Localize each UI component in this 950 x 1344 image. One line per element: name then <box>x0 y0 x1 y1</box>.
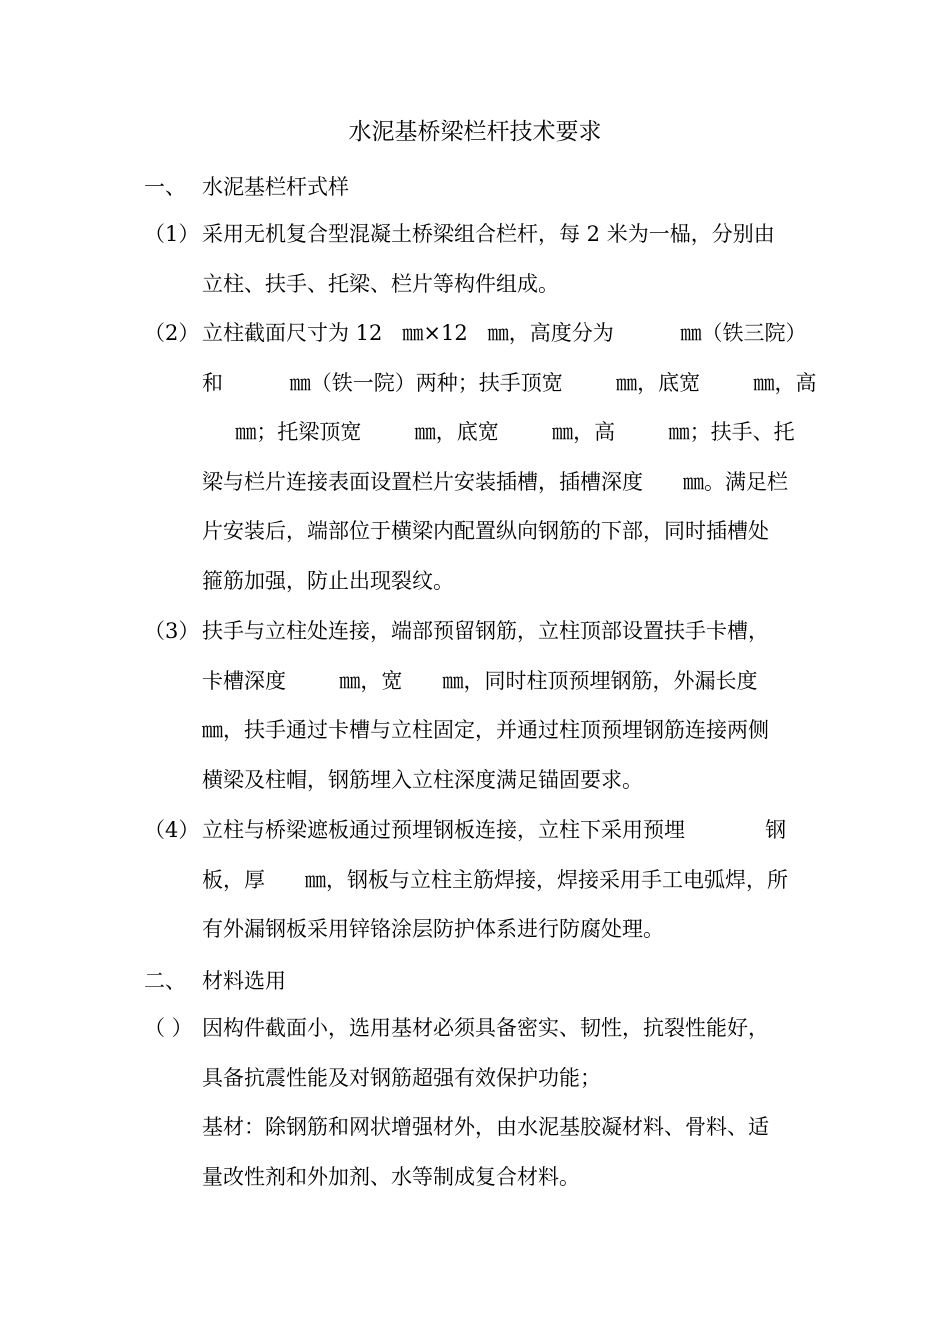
item-label: （3） <box>144 619 200 643</box>
section-heading-2 <box>144 966 286 996</box>
text-line: 横梁及柱帽，钢筋埋入立柱深度满足锚固要求。 <box>202 767 643 792</box>
text-line: ㎜；托梁顶宽 ㎜，底宽 ㎜，高 ㎜；扶手、托 <box>202 420 795 444</box>
text-line <box>144 607 810 657</box>
item-label: （2） <box>144 321 200 345</box>
section-title: 材料选用 <box>202 969 286 993</box>
item-label: （4） <box>144 818 200 842</box>
text-line: 箍筋加强，防止出现裂纹。 <box>202 568 454 593</box>
text-line: 片安装后，端部位于横梁内配置纵向钢筋的下部，同时插槽处 <box>202 519 769 543</box>
line-text: 采用无机复合型混凝土桥梁组合栏杆，每 2 米为一榀，分别由 <box>202 222 775 246</box>
line-text: 立柱与桥梁遮板通过预埋钢板连接，立柱下采用预埋 钢 <box>202 818 787 842</box>
item-label: （ ） <box>144 1016 193 1040</box>
section-heading-1 <box>144 172 349 202</box>
section-title: 水泥基栏杆式样 <box>202 175 349 199</box>
paragraph-item-2 <box>144 309 817 606</box>
text-line: 有外漏钢板采用锌铬涂层防护体系进行防腐处理。 <box>202 917 664 941</box>
section-number: 一、 <box>144 175 186 199</box>
text-line: 梁与栏片连接表面设置栏片安装插槽，插槽深度 ㎜。满足栏 <box>202 469 789 494</box>
paragraph-item-1 <box>144 210 810 309</box>
page-title: 水泥基桥梁栏杆技术要求 <box>348 119 602 145</box>
section-number: 二、 <box>144 969 186 993</box>
text-line: 量改性剂和外加剂、水等制成复合材料。 <box>202 1164 580 1189</box>
paragraph-item-4 <box>144 806 810 955</box>
text-line: 卡槽深度 ㎜，宽 ㎜，同时柱顶预埋钢筋，外漏长度 <box>202 668 758 693</box>
text-line: 具备抗震性能及对钢筋超强有效保护功能； <box>202 1065 601 1090</box>
text-line: 和 ㎜（铁一院）两种；扶手顶宽 ㎜，底宽 ㎜，高 <box>202 370 817 395</box>
line-text: 因构件截面小，选用基材必须具备密实、韧性，抗裂性能好， <box>202 1016 769 1040</box>
text-line <box>144 806 810 856</box>
text-line: 基材：除钢筋和网状增强材外，由水泥基胶凝材料、骨料、适 <box>202 1115 769 1139</box>
text-line: 板，厚 ㎜，钢板与立柱主筋焊接，焊接采用手工电弧焊，所 <box>202 867 789 892</box>
text-line <box>144 1004 810 1054</box>
text-line: 立柱、扶手、托梁、栏片等构件组成。 <box>202 271 559 296</box>
line-text: 扶手与立柱处连接，端部预留钢筋，立柱顶部设置扶手卡槽， <box>202 619 769 643</box>
paragraph-item-3 <box>144 607 810 805</box>
paragraph-materials <box>144 1004 810 1202</box>
item-label: （1） <box>144 222 200 246</box>
line-text: 立柱截面尺寸为 12 ㎜×12 ㎜，高度分为 ㎜（铁三院） <box>202 321 807 345</box>
text-line: ㎜，扶手通过卡槽与立柱固定，并通过柱顶预埋钢筋连接两侧 <box>202 718 769 742</box>
text-line <box>144 210 810 260</box>
text-line <box>144 309 810 359</box>
